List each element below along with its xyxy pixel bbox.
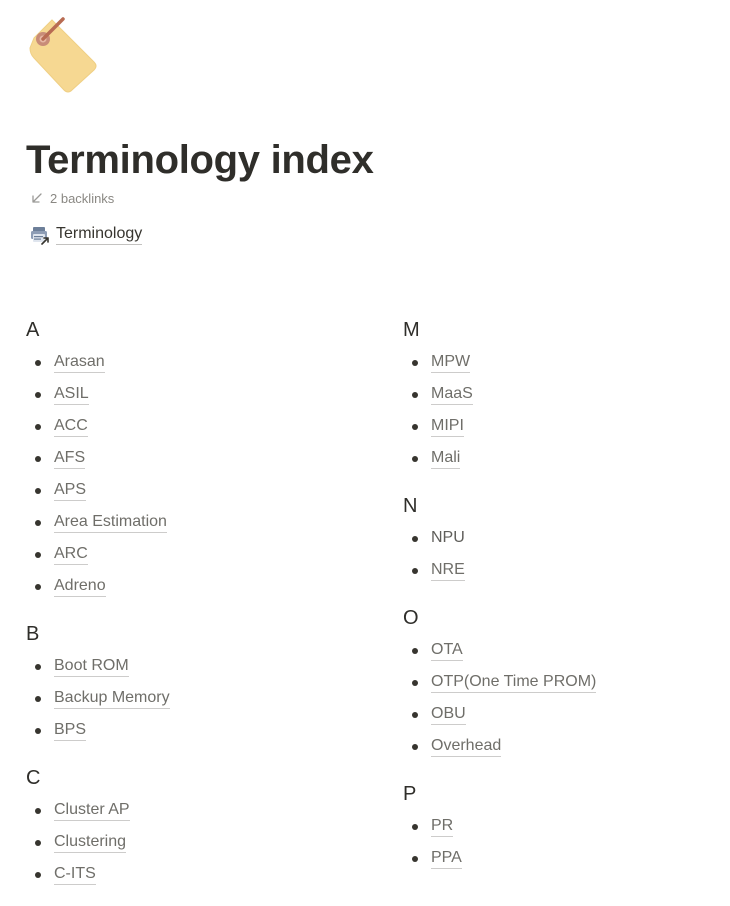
arrow-down-left-icon	[30, 191, 44, 205]
list-item	[26, 538, 366, 570]
bullet-icon	[412, 456, 418, 462]
bullet-icon	[412, 568, 418, 574]
term-link[interactable]: Area Estimation	[54, 512, 167, 533]
section-b	[26, 618, 366, 746]
bullet-icon	[35, 664, 41, 670]
list-item	[403, 698, 730, 730]
section-letter: M	[403, 319, 420, 341]
index-column-right	[403, 314, 730, 890]
term-link[interactable]: Backup Memory	[54, 688, 170, 709]
list-item	[403, 730, 730, 762]
term-link[interactable]: MPW	[431, 352, 470, 373]
term-link[interactable]: Overhead	[431, 736, 501, 757]
term-link[interactable]: PR	[431, 816, 453, 837]
list-item	[26, 378, 366, 410]
term-link[interactable]: MaaS	[431, 384, 473, 405]
bullet-icon	[35, 584, 41, 590]
section-letter: O	[403, 607, 419, 629]
bullet-icon	[35, 696, 41, 702]
section-m	[403, 314, 730, 474]
section-letter: P	[403, 783, 417, 805]
term-list	[403, 346, 730, 474]
term-list	[403, 522, 730, 586]
bullet-icon	[412, 392, 418, 398]
section-a	[26, 314, 366, 602]
bullet-icon	[412, 360, 418, 366]
bullet-icon	[35, 808, 41, 814]
section-letter: B	[26, 623, 40, 645]
section-letter: N	[403, 495, 418, 517]
list-item	[403, 442, 730, 474]
bullet-icon	[412, 680, 418, 686]
page-title: Terminology index	[26, 138, 374, 182]
list-item	[26, 346, 366, 378]
term-list	[403, 634, 730, 762]
list-item	[26, 410, 366, 442]
list-item	[403, 666, 730, 698]
term-link[interactable]: BPS	[54, 720, 86, 741]
bullet-icon	[35, 728, 41, 734]
list-item	[26, 858, 366, 890]
bullet-icon	[35, 552, 41, 558]
list-item	[403, 522, 730, 554]
term-link[interactable]: AFS	[54, 448, 85, 469]
database-link-icon	[30, 225, 50, 245]
term-link[interactable]: Boot ROM	[54, 656, 129, 677]
bullet-icon	[35, 520, 41, 526]
backlinks-button[interactable]	[30, 189, 114, 207]
list-item	[26, 442, 366, 474]
section-p	[403, 778, 730, 874]
term-text: NPU	[431, 529, 465, 546]
linked-page-terminology[interactable]	[30, 224, 142, 245]
list-item	[26, 826, 366, 858]
term-link[interactable]: OTP(One Time PROM)	[431, 672, 596, 693]
list-item	[26, 682, 366, 714]
backlinks-label: 2 backlinks	[50, 190, 115, 206]
list-item	[403, 554, 730, 586]
term-list	[26, 650, 366, 746]
term-link[interactable]: OTA	[431, 640, 463, 661]
term-list	[403, 810, 730, 874]
list-item	[403, 346, 730, 378]
index-column-left	[26, 314, 366, 906]
section-letter: A	[26, 319, 40, 341]
bullet-icon	[35, 360, 41, 366]
term-link[interactable]: MIPI	[431, 416, 464, 437]
term-link[interactable]: ASIL	[54, 384, 89, 405]
bullet-icon	[412, 856, 418, 862]
list-item	[403, 634, 730, 666]
bullet-icon	[412, 824, 418, 830]
list-item	[26, 794, 366, 826]
section-o	[403, 602, 730, 762]
bullet-icon	[412, 712, 418, 718]
bullet-icon	[35, 456, 41, 462]
term-link[interactable]: Clustering	[54, 832, 126, 853]
list-item	[26, 506, 366, 538]
bullet-icon	[412, 536, 418, 542]
list-item	[26, 474, 366, 506]
term-link[interactable]: NRE	[431, 560, 465, 581]
term-link[interactable]: OBU	[431, 704, 466, 725]
bullet-icon	[35, 840, 41, 846]
linked-page-label: Terminology	[56, 224, 142, 245]
term-link[interactable]: ARC	[54, 544, 88, 565]
section-letter: C	[26, 767, 41, 789]
list-item	[403, 810, 730, 842]
list-item	[26, 714, 366, 746]
bullet-icon	[35, 488, 41, 494]
bullet-icon	[35, 392, 41, 398]
tag-icon[interactable]	[26, 14, 102, 96]
bullet-icon	[412, 424, 418, 430]
list-item	[403, 378, 730, 410]
section-n	[403, 490, 730, 586]
list-item	[26, 570, 366, 602]
term-link[interactable]: Arasan	[54, 352, 105, 373]
term-link[interactable]: Cluster AP	[54, 800, 130, 821]
bullet-icon	[412, 744, 418, 750]
section-c	[26, 762, 366, 890]
term-link[interactable]: Mali	[431, 448, 460, 469]
list-item	[403, 410, 730, 442]
bullet-icon	[35, 424, 41, 430]
list-item	[403, 842, 730, 874]
term-link[interactable]: APS	[54, 480, 86, 501]
term-link[interactable]: ACC	[54, 416, 88, 437]
bullet-icon	[412, 648, 418, 654]
term-list	[26, 346, 366, 602]
term-link[interactable]: PPA	[431, 848, 462, 869]
term-list	[26, 794, 366, 890]
term-link[interactable]: Adreno	[54, 576, 106, 597]
list-item	[26, 650, 366, 682]
term-link[interactable]: C-ITS	[54, 864, 96, 885]
